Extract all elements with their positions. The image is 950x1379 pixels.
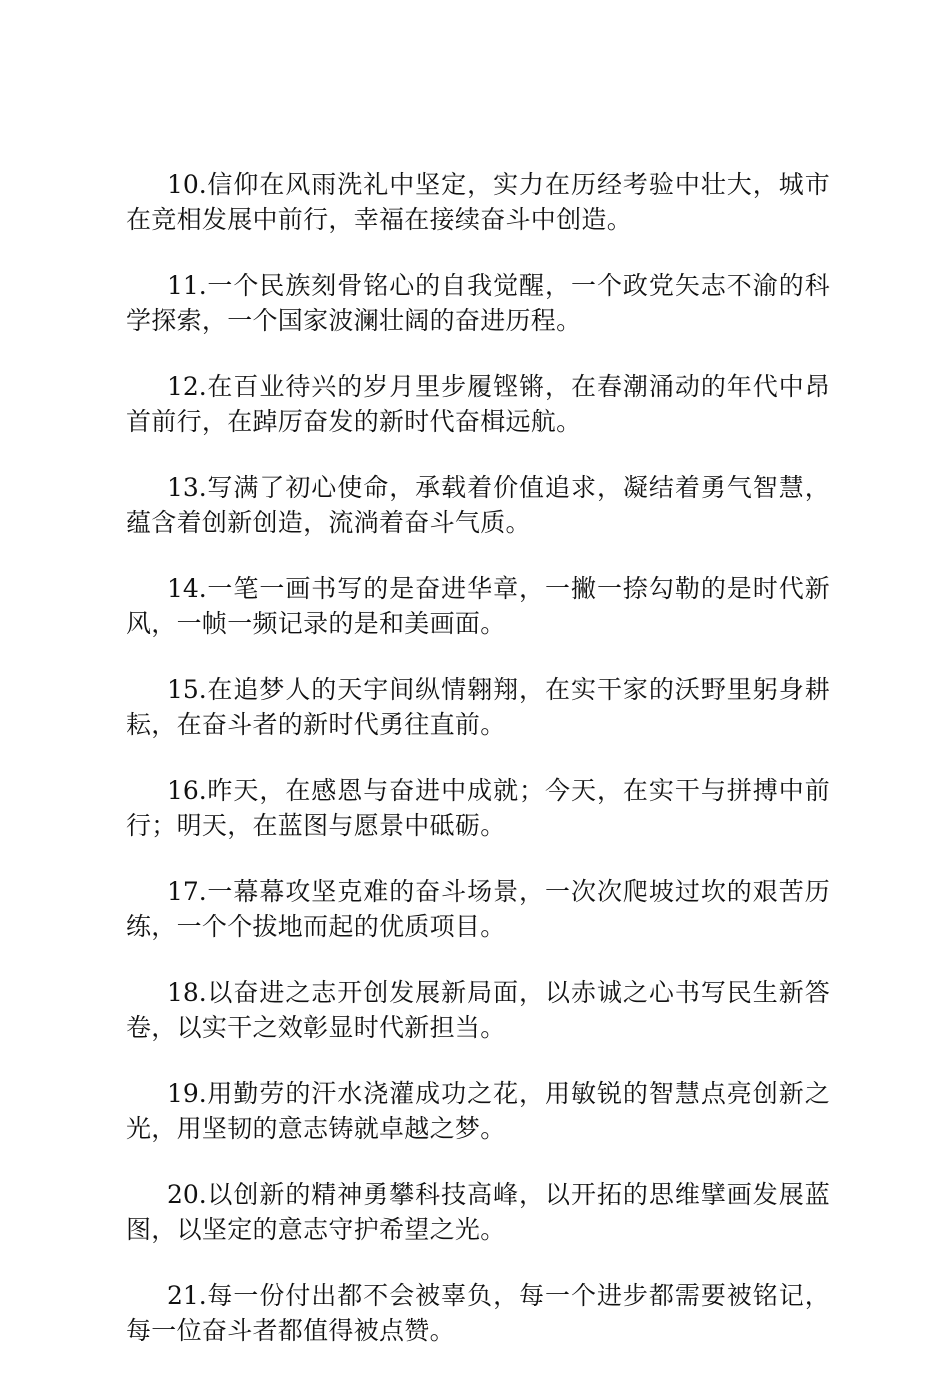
paragraph-text: 在百业待兴的岁月里步履铿锵，在春潮涌动的年代中昂首前行，在踔厉奋发的新时代奋楫远航。	[126, 372, 830, 436]
paragraph-text: 一个民族刻骨铭心的自我觉醒，一个政党矢志不渝的科学探索，一个国家波澜壮阔的奋进历程。	[126, 271, 830, 335]
paragraph-number: 14.	[167, 574, 207, 603]
paragraph-number: 12.	[167, 372, 207, 401]
paragraph-19	[126, 1076, 830, 1146]
paragraph-15	[126, 672, 830, 742]
paragraph-16	[126, 773, 830, 843]
paragraph-text: 一幕幕攻坚克难的奋斗场景，一次次爬坡过坎的艰苦历练，一个个拔地而起的优质项目。	[126, 877, 830, 941]
paragraph-text: 以奋进之志开创发展新局面，以赤诚之心书写民生新答卷，以实干之效彰显时代新担当。	[126, 978, 830, 1042]
paragraph-17	[126, 874, 830, 944]
paragraph-13	[126, 470, 830, 540]
paragraph-12	[126, 369, 830, 439]
paragraph-text: 写满了初心使命，承载着价值追求，凝结着勇气智慧，蕴含着创新创造，流淌着奋斗气质。	[126, 473, 830, 537]
document-body	[126, 167, 830, 1379]
paragraph-number: 16.	[167, 776, 207, 805]
paragraph-text: 在追梦人的天宇间纵情翱翔，在实干家的沃野里躬身耕耘，在奋斗者的新时代勇往直前。	[126, 675, 830, 739]
paragraph-number: 15.	[167, 675, 207, 704]
paragraph-10	[126, 167, 830, 237]
paragraph-text: 一笔一画书写的是奋进华章，一撇一捺勾勒的是时代新风，一帧一频记录的是和美画面。	[126, 574, 830, 638]
paragraph-14	[126, 571, 830, 641]
paragraph-number: 18.	[167, 978, 207, 1007]
paragraph-21	[126, 1278, 830, 1348]
paragraph-text: 每一份付出都不会被辜负，每一个进步都需要被铭记，每一位奋斗者都值得被点赞。	[126, 1281, 830, 1345]
paragraph-number: 13.	[167, 473, 207, 502]
paragraph-text: 昨天，在感恩与奋进中成就；今天，在实干与拼搏中前行；明天，在蓝图与愿景中砥砺。	[126, 776, 830, 840]
paragraph-text: 以创新的精神勇攀科技高峰，以开拓的思维擘画发展蓝图，以坚定的意志守护希望之光。	[126, 1180, 830, 1244]
paragraph-number: 17.	[167, 877, 207, 906]
paragraph-number: 20.	[167, 1180, 207, 1209]
paragraph-20	[126, 1177, 830, 1247]
paragraph-text: 用勤劳的汗水浇灌成功之花，用敏锐的智慧点亮创新之光，用坚韧的意志铸就卓越之梦。	[126, 1079, 830, 1143]
paragraph-number: 10.	[167, 170, 207, 199]
paragraph-number: 21.	[167, 1281, 207, 1310]
paragraph-number: 19.	[167, 1079, 207, 1108]
paragraph-18	[126, 975, 830, 1045]
paragraph-text: 信仰在风雨洗礼中坚定，实力在历经考验中壮大，城市在竞相发展中前行，幸福在接续奋斗中创造。	[126, 170, 830, 234]
paragraph-number: 11.	[167, 271, 207, 300]
paragraph-11	[126, 268, 830, 338]
